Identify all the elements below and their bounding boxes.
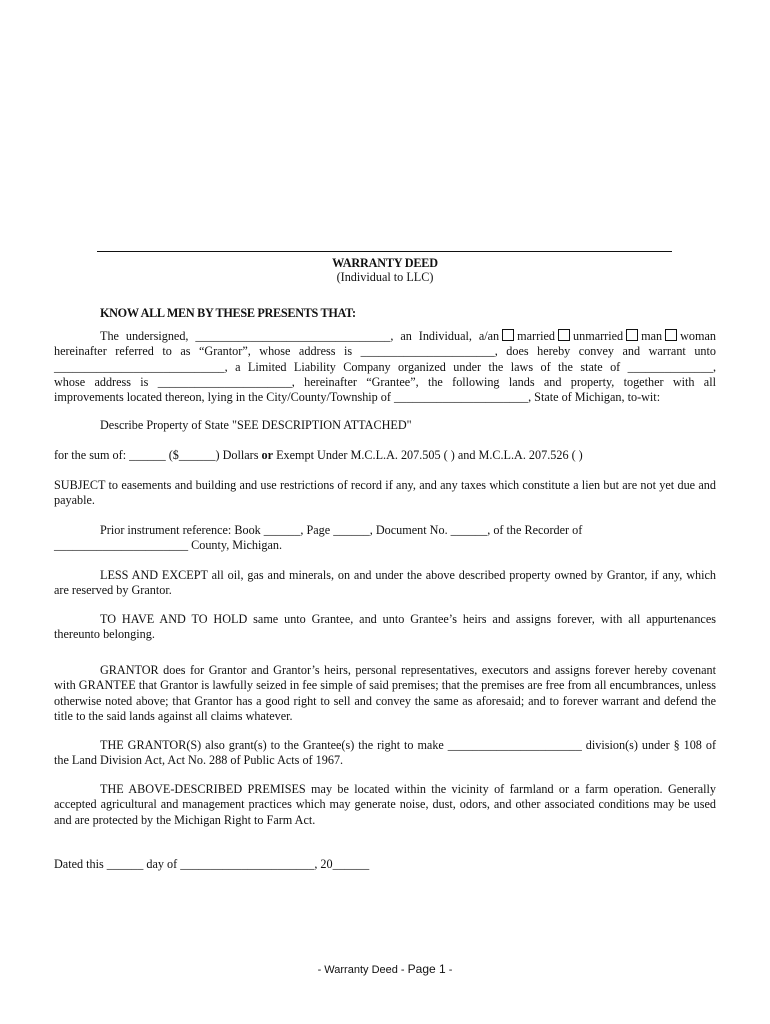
consideration-line xyxy=(54,448,716,463)
prior-line-1: Prior instrument reference: Book ______, Page ______, Document No. ______, of the Recorder of xyxy=(100,523,583,537)
exempt-text: Exempt Under M.C.L.A. 207.505 ( ) and M.C.L.A. 207.526 ( ) xyxy=(273,448,583,462)
woman-label: woman xyxy=(680,329,716,343)
parties-line-1 xyxy=(54,329,716,344)
top-rule xyxy=(97,251,672,252)
man-label: man xyxy=(641,329,663,343)
division-paragraph: THE GRANTOR(S) also grant(s) to the Grantee(s) the right to make ______________________ division(s) under § 108 of the Land Division Act, Act No. 288 of Public Acts of 1967. xyxy=(54,738,716,768)
page-footer xyxy=(0,962,770,976)
covenant-paragraph: GRANTOR does for Grantor and Grantor’s heirs, personal representatives, executors and assigns forever hereby covenant with GRANTEE that Grantor is lawfully seized in fee simple of said premises; that the premises are free from all encumbrances, unless otherwise noted above; that Grantor has a good right to sell and convey the same as aforesaid; and to forever warrant and defend the title to the said lands against all claims whatever. xyxy=(54,663,716,723)
unmarried-checkbox[interactable] xyxy=(558,329,570,341)
or-text: or xyxy=(261,448,274,462)
document-subtitle: (Individual to LLC) xyxy=(336,270,434,284)
footer-suffix: - xyxy=(445,964,453,976)
prior-instrument-paragraph xyxy=(54,523,716,554)
woman-checkbox[interactable] xyxy=(665,329,677,341)
parties-line-2: hereinafter referred to as “Grantor”, whose address is ______________________, does hereby convey and warrant unto xyxy=(54,344,716,359)
married-label: married xyxy=(517,329,556,343)
undersigned-text: The undersigned, ________________________________, an Individual, a/an xyxy=(100,329,500,343)
unmarried-label: unmarried xyxy=(573,329,624,343)
page-number: Page 1 xyxy=(407,962,446,976)
man-checkbox[interactable] xyxy=(626,329,638,341)
parties-line-4: whose address is ______________________, hereinafter “Grantee”, the following lands and property, together with all xyxy=(54,374,716,389)
sum-text: for the sum of: ______ ($______) Dollars xyxy=(54,448,259,462)
property-description: Describe Property of State "SEE DESCRIPTION ATTACHED" xyxy=(100,418,412,432)
footer-prefix: - Warranty Deed - xyxy=(317,964,408,976)
parties-line-3: ____________________________, a Limited Liability Company organized under the laws of the state of ______________, xyxy=(54,359,716,374)
subject-paragraph: SUBJECT to easements and building and use restrictions of record if any, and any taxes which constitute a lien but are not yet due and payable. xyxy=(54,478,716,508)
preamble-heading: KNOW ALL MEN BY THESE PRESENTS THAT: xyxy=(100,306,356,320)
parties-line-5: improvements located thereon, lying in the City/County/Township of ______________________, State of Michigan, to-wit: xyxy=(54,390,661,405)
prior-line-2: ______________________ County, Michigan. xyxy=(54,538,283,553)
married-checkbox[interactable] xyxy=(502,329,514,341)
document-title: WARRANTY DEED xyxy=(332,256,438,270)
less-except-paragraph: LESS AND EXCEPT all oil, gas and minerals, on and under the above described property owned by Grantor, if any, which are reserved by Grantor. xyxy=(54,568,716,598)
dated-line: Dated this ______ day of ______________________, 20______ xyxy=(54,857,370,871)
farm-paragraph: THE ABOVE-DESCRIBED PREMISES may be located within the vicinity of farmland or a farm operation. Generally accepted agricultural and management practices which may generate noise, dust, odors, and other associated conditions may be used and are protected by the Michigan Right to Farm Act. xyxy=(54,782,716,827)
parties-paragraph xyxy=(54,329,716,405)
habendum-paragraph: TO HAVE AND TO HOLD same unto Grantee, and unto Grantee’s heirs and assigns forever, with all appurtenances thereunto belonging. xyxy=(54,612,716,642)
